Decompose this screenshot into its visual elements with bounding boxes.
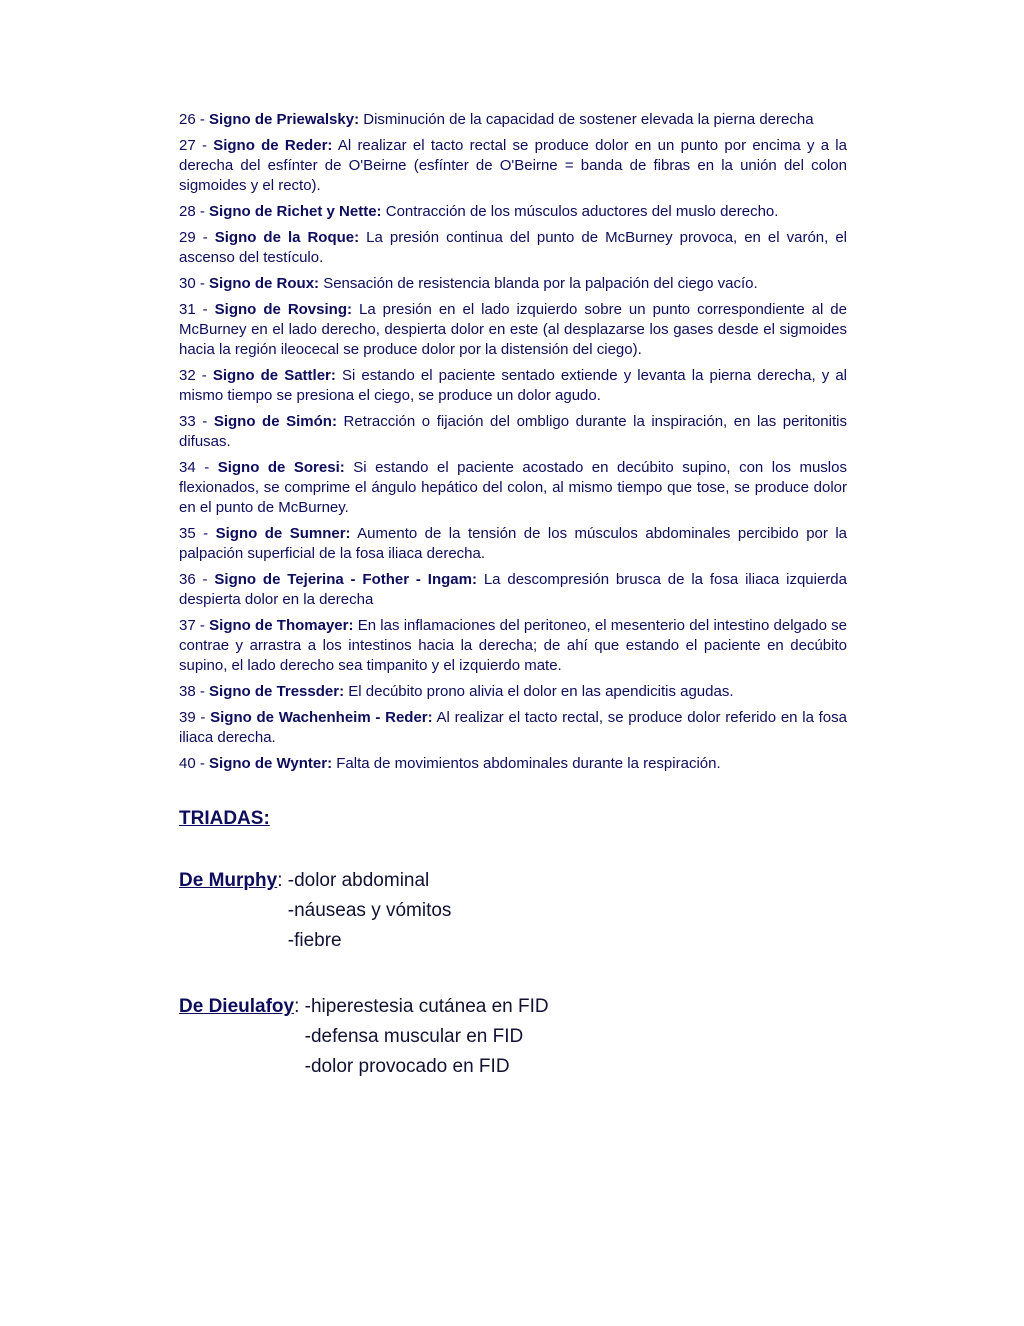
sign-entry: 27 - Signo de Reder: Al realizar el tacto rectal se produce dolor en un punto por encima y a la derecha del esfínter de O'Beirne (esfínter de O'Beirne = banda de fibras en la unión del colon sigmoides y el recto).: [179, 137, 847, 194]
sign-description: Retracción o fijación del ombligo durante la inspiración, en las peritonitis difusas.: [179, 413, 847, 450]
sign-entry: 28 - Signo de Richet y Nette: Contracción de los músculos aductores del muslo derecho.: [179, 203, 779, 220]
sign-description: En las inflamaciones del peritoneo, el mesenterio del intestino delgado se contrae y arrastra a los intestinos hacia la derecha; de ahí que estando el paciente en decúbito supino, el lado derecho sea timpanito y el izquierdo mate.: [179, 617, 847, 674]
sign-number: 31: [179, 301, 196, 318]
sign-number: 32: [179, 367, 196, 384]
sign-name: Signo de la Roque:: [214, 229, 360, 246]
triad-name: De Murphy: [179, 870, 278, 891]
sign-number: 38: [179, 683, 196, 700]
triad-label: [179, 992, 305, 1082]
sign-description: La presión continua del punto de McBurney provoca, en el varón, el ascenso del testículo.: [179, 229, 848, 266]
document-page: [179, 110, 847, 1082]
sign-number: 30: [179, 275, 196, 292]
sign-number: 40: [179, 755, 196, 772]
triad-item: -defensa muscular en FID: [304, 1026, 524, 1047]
sign-entry: 34 - Signo de Soresi: Si estando el paciente acostado en decúbito supino, con los muslos flexionados, se comprime el ángulo hepático del colon, al mismo tiempo que tose, se produce dolor en el punto de McBurney.: [179, 459, 847, 516]
sign-number: 29: [179, 229, 196, 246]
sign-number: 33: [179, 413, 196, 430]
sign-number: 34: [179, 459, 196, 476]
sign-entry: 38 - Signo de Tressder: El decúbito prono alivia el dolor en las apendicitis agudas.: [179, 683, 734, 700]
sign-description: Sensación de resistencia blanda por la palpación del ciego vacío.: [323, 275, 758, 292]
triad-item: -dolor provocado en FID: [304, 1056, 510, 1077]
triad-separator: :: [277, 870, 288, 891]
sign-name: Signo de Sattler:: [212, 367, 336, 384]
triad-item: -hiperestesia cutánea en FID: [304, 996, 549, 1017]
sign-entry: 32 - Signo de Sattler: Si estando el paciente sentado extiende y levanta la pierna derecha, y al mismo tiempo se presiona el ciego, se produce un dolor agudo.: [179, 367, 847, 404]
sign-entry: 37 - Signo de Thomayer: En las inflamaciones del peritoneo, el mesenterio del intestino delgado se contrae y arrastra a los intestinos hacia la derecha; de ahí que estando el paciente en decúbito supino, el lado derecho sea timpanito y el izquierdo mate.: [179, 617, 847, 674]
sign-name: Signo de Richet y Nette:: [209, 203, 382, 220]
sign-description: Aumento de la tensión de los músculos abdominales percibido por la palpación superficial de la fosa iliaca derecha.: [179, 525, 848, 562]
triad-group: [179, 866, 847, 956]
sign-entry: 33 - Signo de Simón: Retracción o fijación del ombligo durante la inspiración, en las peritonitis difusas.: [179, 413, 847, 450]
sign-description: Si estando el paciente sentado extiende y levanta la pierna derecha, y al mismo tiempo se presiona el ciego, se produce un dolor agudo.: [179, 367, 847, 404]
triadas-heading: TRIADAS:: [179, 808, 270, 829]
sign-description: La presión en el lado izquierdo sobre un punto correspondiente al de McBurney en el lado derecho, despierta dolor en este (al desplazarse los gases desde el sigmoides hacia la región ileocecal se produce dolor por la distensión del ciego).: [179, 301, 847, 358]
triads-list: [179, 866, 847, 1082]
sign-name: Signo de Wachenheim - Reder:: [210, 709, 433, 726]
sign-number: 36: [179, 571, 196, 588]
sign-name: Signo de Priewalsky:: [209, 111, 360, 128]
sign-description: Disminución de la capacidad de sostener elevada la pierna derecha: [363, 111, 814, 128]
sign-name: Signo de Wynter:: [209, 755, 333, 772]
sign-number: 26: [179, 111, 196, 128]
sign-entry: 35 - Signo de Sumner: Aumento de la tensión de los músculos abdominales percibido por la palpación superficial de la fosa iliaca derecha.: [179, 525, 848, 562]
sign-description: La descompresión brusca de la fosa iliaca izquierda despierta dolor en la derecha: [179, 571, 847, 608]
sign-name: Signo de Thomayer:: [209, 617, 354, 634]
triad-label: [179, 866, 288, 956]
triad-separator: :: [294, 996, 305, 1017]
sign-description: Falta de movimientos abdominales durante la respiración.: [336, 755, 721, 772]
sign-name: Signo de Tressder:: [209, 683, 345, 700]
sign-entry: 40 - Signo de Wynter: Falta de movimientos abdominales durante la respiración.: [179, 755, 721, 772]
triad-item: -dolor abdominal: [287, 870, 430, 891]
sign-name: Signo de Reder:: [213, 137, 333, 154]
sign-name: Signo de Sumner:: [215, 525, 351, 542]
sign-description: Al realizar el tacto rectal, se produce dolor referido en la fosa iliaca derecha.: [179, 709, 847, 746]
sign-description: Al realizar el tacto rectal se produce dolor en un punto por encima y a la derecha del esfínter de O'Beirne (esfínter de O'Beirne = banda de fibras en la unión del colon sigmoides y el recto).: [179, 137, 847, 194]
sign-entry: 39 - Signo de Wachenheim - Reder: Al realizar el tacto rectal, se produce dolor referido en la fosa iliaca derecha.: [179, 709, 847, 746]
sign-number: 28: [179, 203, 196, 220]
sign-name: Signo de Rovsing:: [214, 301, 352, 318]
signs-list: [179, 110, 847, 774]
sign-name: Signo de Tejerina - Fother - Ingam:: [214, 571, 477, 588]
sign-description: Contracción de los músculos aductores del muslo derecho.: [385, 203, 779, 220]
sign-number: 37: [179, 617, 196, 634]
sign-number: 35: [179, 525, 196, 542]
triad-name: De Dieulafoy: [179, 996, 295, 1017]
sign-name: Signo de Soresi:: [217, 459, 345, 476]
sign-entry: 31 - Signo de Rovsing: La presión en el lado izquierdo sobre un punto correspondiente al de McBurney en el lado derecho, despierta dolor en este (al desplazarse los gases desde el sigmoides hacia la región ileocecal se produce dolor por la distensión del ciego).: [179, 301, 847, 358]
sign-description: Si estando el paciente acostado en decúbito supino, con los muslos flexionados, se comprime el ángulo hepático del colon, al mismo tiempo que tose, se produce dolor en el punto de McBurney.: [179, 459, 847, 516]
sign-number: 27: [179, 137, 196, 154]
triad-group: [179, 992, 847, 1082]
sign-entry: 36 - Signo de Tejerina - Fother - Ingam: La descompresión brusca de la fosa iliaca izquierda despierta dolor en la derecha: [179, 571, 847, 608]
sign-name: Signo de Simón:: [213, 413, 337, 430]
sign-name: Signo de Roux:: [209, 275, 320, 292]
sign-number: 39: [179, 709, 196, 726]
sign-description: El decúbito prono alivia el dolor en las apendicitis agudas.: [348, 683, 734, 700]
sign-entry: 30 - Signo de Roux: Sensación de resistencia blanda por la palpación del ciego vacío.: [179, 275, 758, 292]
triad-item: -náuseas y vómitos: [287, 900, 452, 921]
triad-item: -fiebre: [287, 930, 342, 951]
sign-entry: 26 - Signo de Priewalsky: Disminución de la capacidad de sostener elevada la pierna derecha: [179, 111, 814, 128]
sign-entry: 29 - Signo de la Roque: La presión continua del punto de McBurney provoca, en el varón, el ascenso del testículo.: [179, 229, 848, 266]
